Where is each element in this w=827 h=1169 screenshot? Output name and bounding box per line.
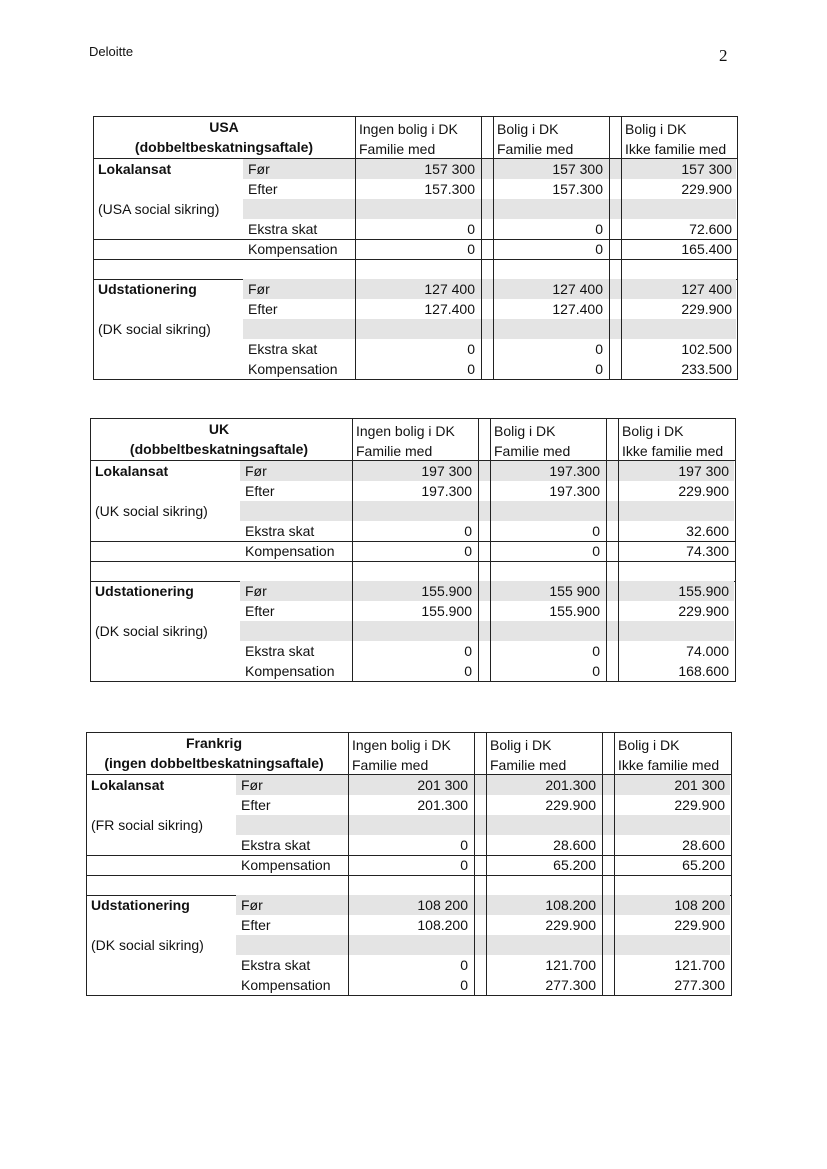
table-cell: 0 — [467, 221, 475, 237]
table-cell: 157.300 — [424, 181, 475, 197]
table-cell: 277.300 — [545, 977, 596, 993]
column-header-line2: Familie med — [352, 757, 429, 773]
table-cell: 65.200 — [553, 857, 596, 873]
column-header-line1: Bolig i DK — [625, 121, 687, 137]
row-label: Før — [248, 161, 270, 177]
column-header — [352, 735, 472, 775]
section-name: Lokalansat — [95, 463, 169, 479]
table-cell: 74.000 — [686, 643, 729, 659]
column-header-line2: Ikke familie med — [625, 141, 727, 157]
table-cell: 108.200 — [417, 917, 468, 933]
company-name: Deloitte — [89, 44, 134, 59]
row-label: Kompensation — [248, 241, 338, 257]
table-cell: 0 — [592, 543, 600, 559]
table-title-line1: USA — [209, 119, 239, 135]
table-cell: 127 400 — [424, 281, 475, 297]
section-name: Udstationering — [98, 281, 197, 297]
table-cell: 0 — [464, 663, 472, 679]
table-cell: 197 300 — [421, 463, 472, 479]
table-cell: 0 — [592, 643, 600, 659]
column-header-line1: Ingen bolig i DK — [352, 737, 451, 753]
table-cell: 74.300 — [686, 543, 729, 559]
column-header-line1: Bolig i DK — [618, 737, 680, 753]
table-cell: 165.400 — [681, 241, 732, 257]
table-cell: 0 — [595, 221, 603, 237]
table-cell: 229.900 — [681, 181, 732, 197]
table-cell: 0 — [464, 643, 472, 659]
table-cell: 108 200 — [674, 897, 725, 913]
table-cell: 121.700 — [674, 957, 725, 973]
table-cell: 0 — [592, 663, 600, 679]
social-security-label: (UK social sikring) — [95, 503, 208, 519]
table-cell: 197.300 — [549, 483, 600, 499]
table-cell: 28.600 — [682, 837, 725, 853]
page-number: 2 — [719, 46, 728, 65]
table-title-line2: (dobbeltbeskatningsaftale) — [129, 441, 309, 457]
table-cell: 157 300 — [424, 161, 475, 177]
row-label: Efter — [248, 181, 278, 197]
column-header-line1: Bolig i DK — [494, 423, 556, 439]
table-cell: 155.900 — [678, 583, 729, 599]
column-header-line1: Ingen bolig i DK — [356, 423, 455, 439]
table-cell: 0 — [595, 241, 603, 257]
column-header-line2: Familie med — [497, 141, 574, 157]
table-cell: 28.600 — [553, 837, 596, 853]
table-cell: 0 — [460, 837, 468, 853]
column-header — [622, 421, 733, 461]
column-header — [494, 421, 604, 461]
row-label: Kompensation — [245, 663, 335, 679]
column-header-line2: Familie med — [494, 443, 571, 459]
table-cell: 102.500 — [681, 341, 732, 357]
row-label: Ekstra skat — [245, 643, 315, 659]
table-cell: 127.400 — [552, 301, 603, 317]
column-header — [356, 421, 476, 461]
table-cell: 157 300 — [552, 161, 603, 177]
column-header-line2: Familie med — [359, 141, 436, 157]
tax-table-0 — [93, 116, 738, 380]
table-cell: 0 — [595, 341, 603, 357]
table-cell: 155.900 — [549, 603, 600, 619]
table-title — [86, 733, 342, 773]
row-label: Kompensation — [241, 977, 331, 993]
row-label: Ekstra skat — [241, 837, 311, 853]
table-cell: 0 — [467, 341, 475, 357]
column-header — [625, 119, 736, 159]
table-cell: 0 — [595, 361, 603, 377]
row-label: Kompensation — [245, 543, 335, 559]
table-cell: 229.900 — [678, 603, 729, 619]
row-label: Før — [241, 897, 263, 913]
column-header-line2: Ikke familie med — [618, 757, 720, 773]
table-cell: 201 300 — [417, 777, 468, 793]
table-cell: 0 — [460, 977, 468, 993]
table-cell: 197.300 — [421, 483, 472, 499]
table-title — [90, 419, 348, 459]
table-cell: 201.300 — [545, 777, 596, 793]
social-security-label: (DK social sikring) — [95, 623, 208, 639]
row-label: Ekstra skat — [248, 221, 318, 237]
table-cell: 229.900 — [681, 301, 732, 317]
row-label: Ekstra skat — [241, 957, 311, 973]
table-cell: 229.900 — [674, 797, 725, 813]
row-label: Efter — [241, 917, 271, 933]
row-label: Efter — [245, 483, 275, 499]
column-header-line2: Ikke familie med — [622, 443, 724, 459]
table-cell: 0 — [460, 957, 468, 973]
table-cell: 229.900 — [545, 797, 596, 813]
table-cell: 0 — [592, 523, 600, 539]
table-cell: 168.600 — [678, 663, 729, 679]
table-cell: 229.900 — [678, 483, 729, 499]
column-header-line2: Familie med — [490, 757, 567, 773]
row-label: Efter — [245, 603, 275, 619]
row-label: Kompensation — [248, 361, 338, 377]
social-security-label: (DK social sikring) — [98, 321, 211, 337]
table-cell: 0 — [460, 857, 468, 873]
table-title-line2: (ingen dobbeltbeskatningsaftale) — [104, 755, 324, 771]
social-security-label: (FR social sikring) — [91, 817, 204, 833]
table-cell: 0 — [467, 241, 475, 257]
row-label: Før — [245, 463, 267, 479]
row-label: Efter — [241, 797, 271, 813]
social-security-label: (USA social sikring) — [98, 201, 220, 217]
column-header-line1: Ingen bolig i DK — [359, 121, 458, 137]
table-cell: 127.400 — [424, 301, 475, 317]
row-label: Før — [245, 583, 267, 599]
tax-table-2 — [86, 732, 732, 996]
row-label: Kompensation — [241, 857, 331, 873]
table-cell: 127 400 — [552, 281, 603, 297]
table-cell: 127 400 — [681, 281, 732, 297]
table-cell: 201 300 — [674, 777, 725, 793]
table-cell: 157.300 — [552, 181, 603, 197]
column-header-line1: Bolig i DK — [490, 737, 552, 753]
table-title — [93, 117, 355, 157]
table-cell: 277.300 — [674, 977, 725, 993]
section-name: Udstationering — [91, 897, 190, 913]
row-label: Ekstra skat — [245, 523, 315, 539]
table-cell: 65.200 — [682, 857, 725, 873]
column-header — [359, 119, 479, 159]
table-cell: 233.500 — [681, 361, 732, 377]
table-cell: 32.600 — [686, 523, 729, 539]
column-header-line2: Familie med — [356, 443, 433, 459]
row-label: Ekstra skat — [248, 341, 318, 357]
table-title-line2: (dobbeltbeskatningsaftale) — [134, 139, 314, 155]
table-cell: 229.900 — [674, 917, 725, 933]
table-cell: 121.700 — [545, 957, 596, 973]
column-header-line1: Bolig i DK — [622, 423, 684, 439]
column-header — [618, 735, 729, 775]
table-title-line1: UK — [208, 421, 230, 437]
section-name: Udstationering — [95, 583, 194, 599]
table-title-line1: Frankrig — [185, 735, 242, 751]
table-cell: 197.300 — [549, 463, 600, 479]
table-cell: 197 300 — [678, 463, 729, 479]
row-label: Før — [248, 281, 270, 297]
section-name: Lokalansat — [98, 161, 172, 177]
table-cell: 155 900 — [549, 583, 600, 599]
table-cell: 72.600 — [689, 221, 732, 237]
social-security-label: (DK social sikring) — [91, 937, 204, 953]
table-cell: 157 300 — [681, 161, 732, 177]
table-cell: 0 — [464, 523, 472, 539]
table-cell: 108 200 — [417, 897, 468, 913]
column-header — [490, 735, 600, 775]
table-cell: 108.200 — [545, 897, 596, 913]
table-cell: 201.300 — [417, 797, 468, 813]
tax-table-1 — [90, 418, 736, 682]
table-cell: 155.900 — [421, 583, 472, 599]
column-header-line1: Bolig i DK — [497, 121, 559, 137]
column-header — [497, 119, 607, 159]
table-cell: 229.900 — [545, 917, 596, 933]
row-label: Efter — [248, 301, 278, 317]
table-cell: 0 — [464, 543, 472, 559]
row-label: Før — [241, 777, 263, 793]
table-cell: 155.900 — [421, 603, 472, 619]
table-cell: 0 — [467, 361, 475, 377]
section-name: Lokalansat — [91, 777, 165, 793]
